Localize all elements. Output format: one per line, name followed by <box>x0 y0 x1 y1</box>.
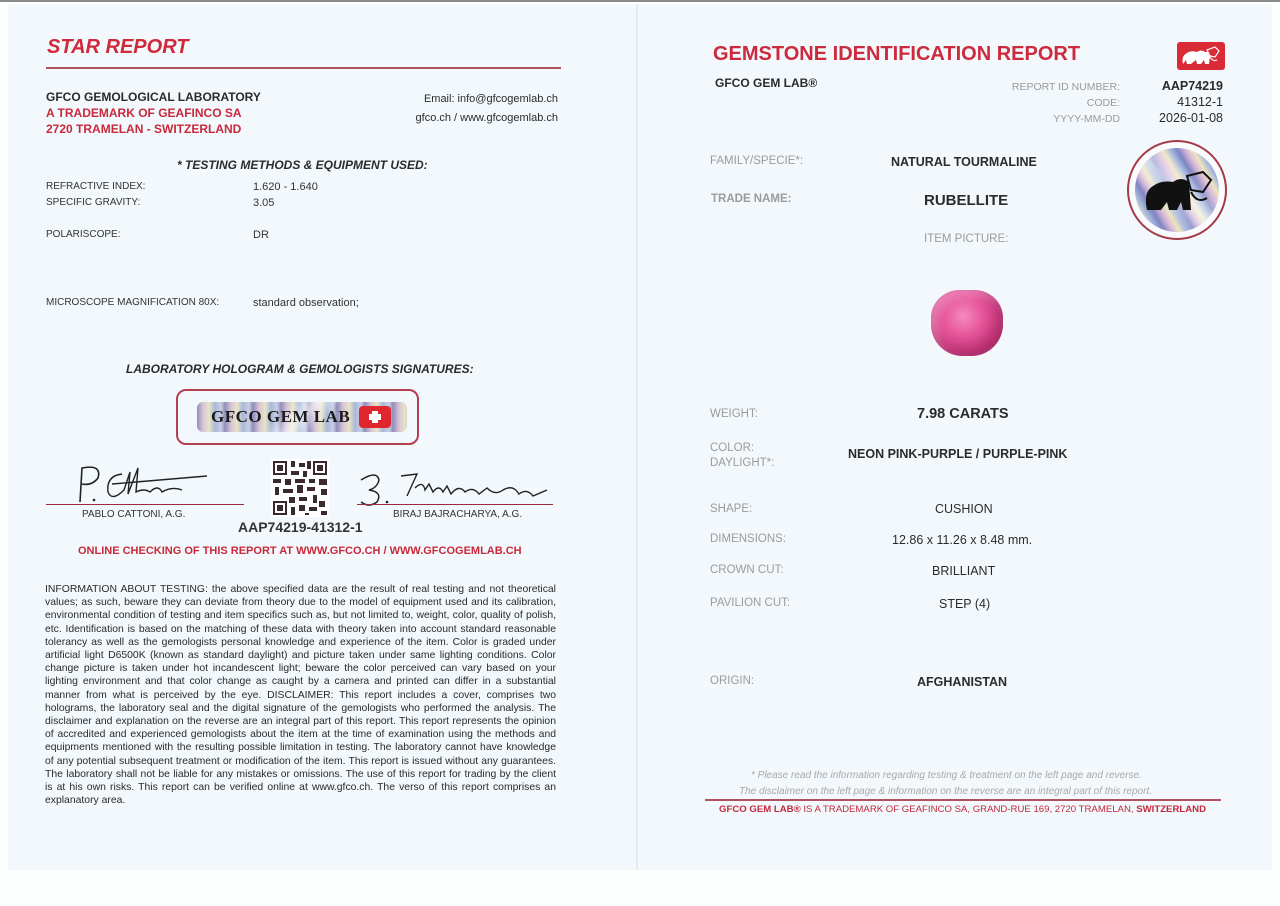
test-label-ri: REFRACTIVE INDEX: <box>46 181 146 192</box>
gem-lab-name: GFCO GEM LAB® <box>715 76 818 90</box>
gemstone-report-title: GEMSTONE IDENTIFICATION REPORT <box>713 43 1081 65</box>
date-format-label: YYYY-MM-DD <box>1053 113 1120 125</box>
signature-cattoni <box>72 462 212 506</box>
lab-address-block <box>46 89 261 137</box>
footer-trademark <box>719 804 1206 815</box>
trade-name-label: TRADE NAME: <box>711 193 792 205</box>
report-code: AAP74219-41312-1 <box>238 519 363 535</box>
family-label: FAMILY/SPECIE*: <box>710 155 804 167</box>
code-value: 41312-1 <box>1177 95 1223 109</box>
crown-cut-label: CROWN CUT: <box>710 564 784 576</box>
item-picture-label: ITEM PICTURE: <box>924 233 1009 245</box>
hologram-seal <box>1127 140 1227 240</box>
weight-value: 7.98 CARATS <box>917 406 1009 422</box>
page-fold <box>636 4 638 870</box>
dimensions-label: DIMENSIONS: <box>710 533 787 545</box>
pavilion-cut-value: STEP (4) <box>939 597 991 611</box>
dimensions-value: 12.86 x 11.26 x 8.48 mm. <box>892 533 1033 547</box>
family-value: NATURAL TOURMALINE <box>891 155 1037 169</box>
test-value-microscope: standard observation; <box>253 297 359 309</box>
online-check-link[interactable]: ONLINE CHECKING OF THIS REPORT AT WWW.GFCO.CH / WWW.GFCOGEMLAB.CH <box>78 545 522 557</box>
hologram-text: GFCO GEM LAB <box>211 407 351 426</box>
report-id-label: REPORT ID NUMBER: <box>1011 81 1120 93</box>
star-report-title: STAR REPORT <box>47 36 189 58</box>
color-label-line2: DAYLIGHT*: <box>710 457 775 469</box>
shape-label: SHAPE: <box>710 503 753 515</box>
origin-value: AFGHANISTAN <box>917 675 1008 689</box>
test-label-microscope: MICROSCOPE MAGNIFICATION 80X: <box>46 297 220 308</box>
color-label-line1: COLOR: <box>710 442 755 454</box>
signer-name-right: BIRAJ BAJRACHARYA, A.G. <box>393 509 523 520</box>
testing-disclaimer-text: INFORMATION ABOUT TESTING: the above specified data are the result of real testing and not theoretical values; as such, beware they can deviate from theory due to the model of equipment used and its calibration, environmental condition of testing and item specifics such as, but not limited to, weight, color, quality of polish, etc. Identification is based on the matching of these data with theory taken into account standard reasonable tolerancy as well as the gemologists personal knowledge and experience of the item. Color is graded under artificial light D6500K (known as standard daylight) and picture taken under same lighting conditions. Color change picture is taken under hot incandescent light; beware the color perceived can vary based on your lighting environment and that color change as caught by a camera and printed can differ in a substantial manner from what is perceived by the eye. DISCLAIMER: This report includes a cover, comprises two holograms, the laboratory seal and the digital signature of the gemologists who performed the analysis. The disclaimer and explanation on the reverse are an integral part of this report. This report represents the opinion of accredited and experienced gemologists about the item at the time of examination using the methods and equipments mentioned with the resulting possible limitation in testing. The laboratory cannot have knowledge of any potential subsequent treatment or modification of the item. This report is issued without any guarantees. The laboratory shall not be liable for any mistakes or omissions. The use of this report for trading by the client is at his own risks. This report can be verified online at www.gfco.ch. The verso of this report comprises an explanatory area. <box>45 584 556 807</box>
signer-name-left: PABLO CATTONI, A.G. <box>82 509 186 520</box>
mammoth-seal-icon <box>1143 166 1215 216</box>
color-label <box>710 441 774 471</box>
swiss-flag-icon <box>359 406 391 428</box>
gfco-mammoth-logo-icon <box>1177 42 1225 70</box>
shape-value: CUSHION <box>935 502 993 516</box>
footer-country: SWITZERLAND <box>1136 804 1207 815</box>
color-value: NEON PINK-PURPLE / PURPLE-PINK <box>848 447 1068 461</box>
code-label: CODE: <box>1086 97 1120 109</box>
pavilion-cut-label: PAVILION CUT: <box>710 597 791 609</box>
test-value-ri: 1.620 - 1.640 <box>253 181 318 193</box>
report-id-value: AAP74219 <box>1161 79 1223 93</box>
footer-rule <box>705 799 1221 801</box>
hologram-frame <box>176 389 419 445</box>
footnote-line1: * Please read the information regarding testing & treatment on the left page and reverse. <box>751 770 1142 781</box>
footer-address: IS A TRADEMARK OF GEAFINCO SA, GRAND-RUE 169, 2720 TRAMELAN, <box>800 804 1137 815</box>
signature-line-right <box>357 504 553 505</box>
test-value-sg: 3.05 <box>253 197 275 209</box>
lab-address: 2720 TRAMELAN - SWITZERLAND <box>46 122 242 136</box>
contact-email[interactable]: Email: info@gfcogemlab.ch <box>423 93 558 105</box>
qr-code-icon[interactable] <box>271 459 329 517</box>
test-label-polariscope: POLARISCOPE: <box>46 229 121 240</box>
testing-heading: * TESTING METHODS & EQUIPMENT USED: <box>177 158 428 172</box>
crown-cut-value: BRILLIANT <box>932 564 996 578</box>
test-value-polariscope: DR <box>253 229 269 241</box>
footer-brand: GFCO GEM LAB® <box>719 804 801 815</box>
signature-line-left <box>46 504 244 505</box>
weight-label: WEIGHT: <box>710 408 758 420</box>
title-rule <box>46 67 561 69</box>
test-label-sg: SPECIFIC GRAVITY: <box>46 197 141 208</box>
gemstone-photo <box>931 290 1003 356</box>
footnote-line2: The disclaimer on the left page & information on the reverse are an integral part of this report. <box>739 786 1152 797</box>
top-edge <box>0 0 1280 2</box>
lab-trademark: A TRADEMARK OF GEAFINCO SA <box>46 106 242 120</box>
origin-label: ORIGIN: <box>710 675 755 687</box>
signature-bajracharya <box>355 466 555 514</box>
contact-block <box>416 90 558 128</box>
date-value: 2026-01-08 <box>1159 111 1223 125</box>
hologram-sticker <box>197 402 407 432</box>
lab-name: GFCO GEMOLOGICAL LABORATORY <box>46 90 261 104</box>
trade-name-value: RUBELLITE <box>924 192 1009 209</box>
contact-websites[interactable]: gfco.ch / www.gfcogemlab.ch <box>415 112 558 124</box>
right-page <box>638 4 1272 870</box>
hologram-heading: LABORATORY HOLOGRAM & GEMOLOGISTS SIGNATURES: <box>126 362 474 376</box>
